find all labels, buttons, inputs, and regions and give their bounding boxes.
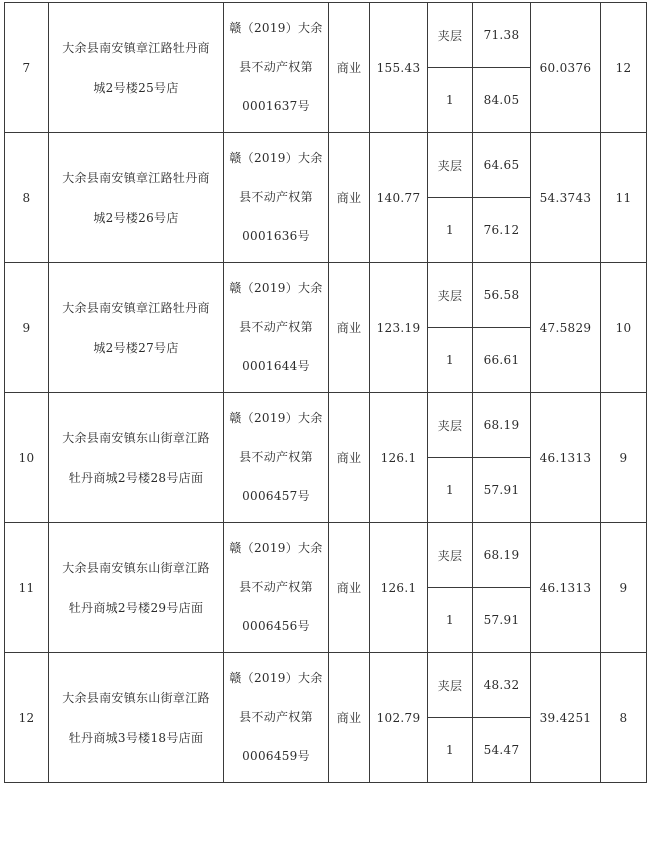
floor-area-cell: 57.91 (473, 588, 531, 653)
address-cell (49, 3, 224, 133)
certificate-cell (224, 653, 329, 783)
floor-area-cell: 84.05 (473, 68, 531, 133)
value-cell: 46.1313 (531, 523, 601, 653)
floor-area-cell: 68.19 (473, 523, 531, 588)
certificate-line: 赣（2019）大余 (229, 281, 323, 295)
value-cell: 60.0376 (531, 3, 601, 133)
value-cell: 39.4251 (531, 653, 601, 783)
floor-area-cell: 57.91 (473, 458, 531, 523)
row-number-cell: 12 (5, 653, 49, 783)
address-line: 大余县南安镇章江路牡丹商 (62, 170, 210, 185)
floor-cell: 1 (428, 458, 473, 523)
row-number-cell: 10 (5, 393, 49, 523)
certificate-line: 赣（2019）大余 (229, 671, 323, 685)
address-line: 大余县南安镇章江路牡丹商 (62, 40, 210, 55)
table-body (5, 3, 647, 783)
certificate-line: 县不动产权第 (239, 710, 313, 724)
certificate-line: 县不动产权第 (239, 190, 313, 204)
count-cell: 8 (601, 653, 647, 783)
certificate-line: 县不动产权第 (239, 450, 313, 464)
certificate-line: 赣（2019）大余 (229, 541, 323, 555)
certificate-cell (224, 263, 329, 393)
table-row (5, 263, 647, 328)
count-cell: 9 (601, 523, 647, 653)
use-cell: 商业 (329, 653, 370, 783)
certificate-cell (224, 3, 329, 133)
floor-area-cell: 76.12 (473, 198, 531, 263)
floor-cell: 夹层 (428, 133, 473, 198)
floor-cell: 夹层 (428, 263, 473, 328)
area-cell: 102.79 (370, 653, 428, 783)
use-cell: 商业 (329, 133, 370, 263)
address-line: 城2号楼25号店 (93, 80, 179, 95)
area-cell: 126.1 (370, 523, 428, 653)
value-cell: 54.3743 (531, 133, 601, 263)
row-number-cell: 8 (5, 133, 49, 263)
certificate-line: 0006456号 (242, 619, 310, 633)
floor-cell: 1 (428, 198, 473, 263)
property-table (4, 2, 647, 783)
address-line: 牡丹商城3号楼18号店面 (68, 730, 204, 745)
table-row (5, 393, 647, 458)
area-cell: 155.43 (370, 3, 428, 133)
certificate-line: 0001637号 (242, 99, 310, 113)
table-row (5, 653, 647, 718)
certificate-line: 县不动产权第 (239, 60, 313, 74)
use-cell: 商业 (329, 263, 370, 393)
certificate-line: 县不动产权第 (239, 580, 313, 594)
row-number-cell: 11 (5, 523, 49, 653)
address-line: 大余县南安镇东山街章江路 (62, 430, 210, 445)
certificate-line: 0006457号 (242, 489, 310, 503)
count-cell: 12 (601, 3, 647, 133)
certificate-line: 赣（2019）大余 (229, 21, 323, 35)
floor-cell: 1 (428, 328, 473, 393)
address-cell (49, 133, 224, 263)
certificate-line: 0006459号 (242, 749, 310, 763)
floor-cell: 夹层 (428, 393, 473, 458)
certificate-line: 县不动产权第 (239, 320, 313, 334)
address-line: 大余县南安镇东山街章江路 (62, 690, 210, 705)
count-cell: 11 (601, 133, 647, 263)
certificate-line: 赣（2019）大余 (229, 151, 323, 165)
address-cell (49, 263, 224, 393)
floor-cell: 1 (428, 718, 473, 783)
floor-area-cell: 71.38 (473, 3, 531, 68)
use-cell: 商业 (329, 393, 370, 523)
floor-cell: 夹层 (428, 523, 473, 588)
area-cell: 126.1 (370, 393, 428, 523)
address-line: 牡丹商城2号楼29号店面 (68, 600, 204, 615)
floor-area-cell: 64.65 (473, 133, 531, 198)
floor-area-cell: 56.58 (473, 263, 531, 328)
address-cell (49, 523, 224, 653)
certificate-line: 0001644号 (242, 359, 310, 373)
area-cell: 140.77 (370, 133, 428, 263)
floor-area-cell: 66.61 (473, 328, 531, 393)
table-row (5, 133, 647, 198)
row-number-cell: 9 (5, 263, 49, 393)
count-cell: 9 (601, 393, 647, 523)
address-line: 牡丹商城2号楼28号店面 (68, 470, 204, 485)
use-cell: 商业 (329, 3, 370, 133)
floor-cell: 1 (428, 588, 473, 653)
area-cell: 123.19 (370, 263, 428, 393)
value-cell: 46.1313 (531, 393, 601, 523)
floor-cell: 夹层 (428, 653, 473, 718)
certificate-cell (224, 393, 329, 523)
address-line: 城2号楼27号店 (93, 340, 179, 355)
floor-cell: 夹层 (428, 3, 473, 68)
row-number-cell: 7 (5, 3, 49, 133)
certificate-line: 赣（2019）大余 (229, 411, 323, 425)
floor-area-cell: 54.47 (473, 718, 531, 783)
certificate-cell (224, 133, 329, 263)
table-row (5, 523, 647, 588)
address-cell (49, 393, 224, 523)
value-cell: 47.5829 (531, 263, 601, 393)
address-cell (49, 653, 224, 783)
certificate-line: 0001636号 (242, 229, 310, 243)
floor-cell: 1 (428, 68, 473, 133)
certificate-cell (224, 523, 329, 653)
floor-area-cell: 48.32 (473, 653, 531, 718)
address-line: 大余县南安镇东山街章江路 (62, 560, 210, 575)
count-cell: 10 (601, 263, 647, 393)
address-line: 城2号楼26号店 (93, 210, 179, 225)
floor-area-cell: 68.19 (473, 393, 531, 458)
table-row (5, 3, 647, 68)
address-line: 大余县南安镇章江路牡丹商 (62, 300, 210, 315)
use-cell: 商业 (329, 523, 370, 653)
